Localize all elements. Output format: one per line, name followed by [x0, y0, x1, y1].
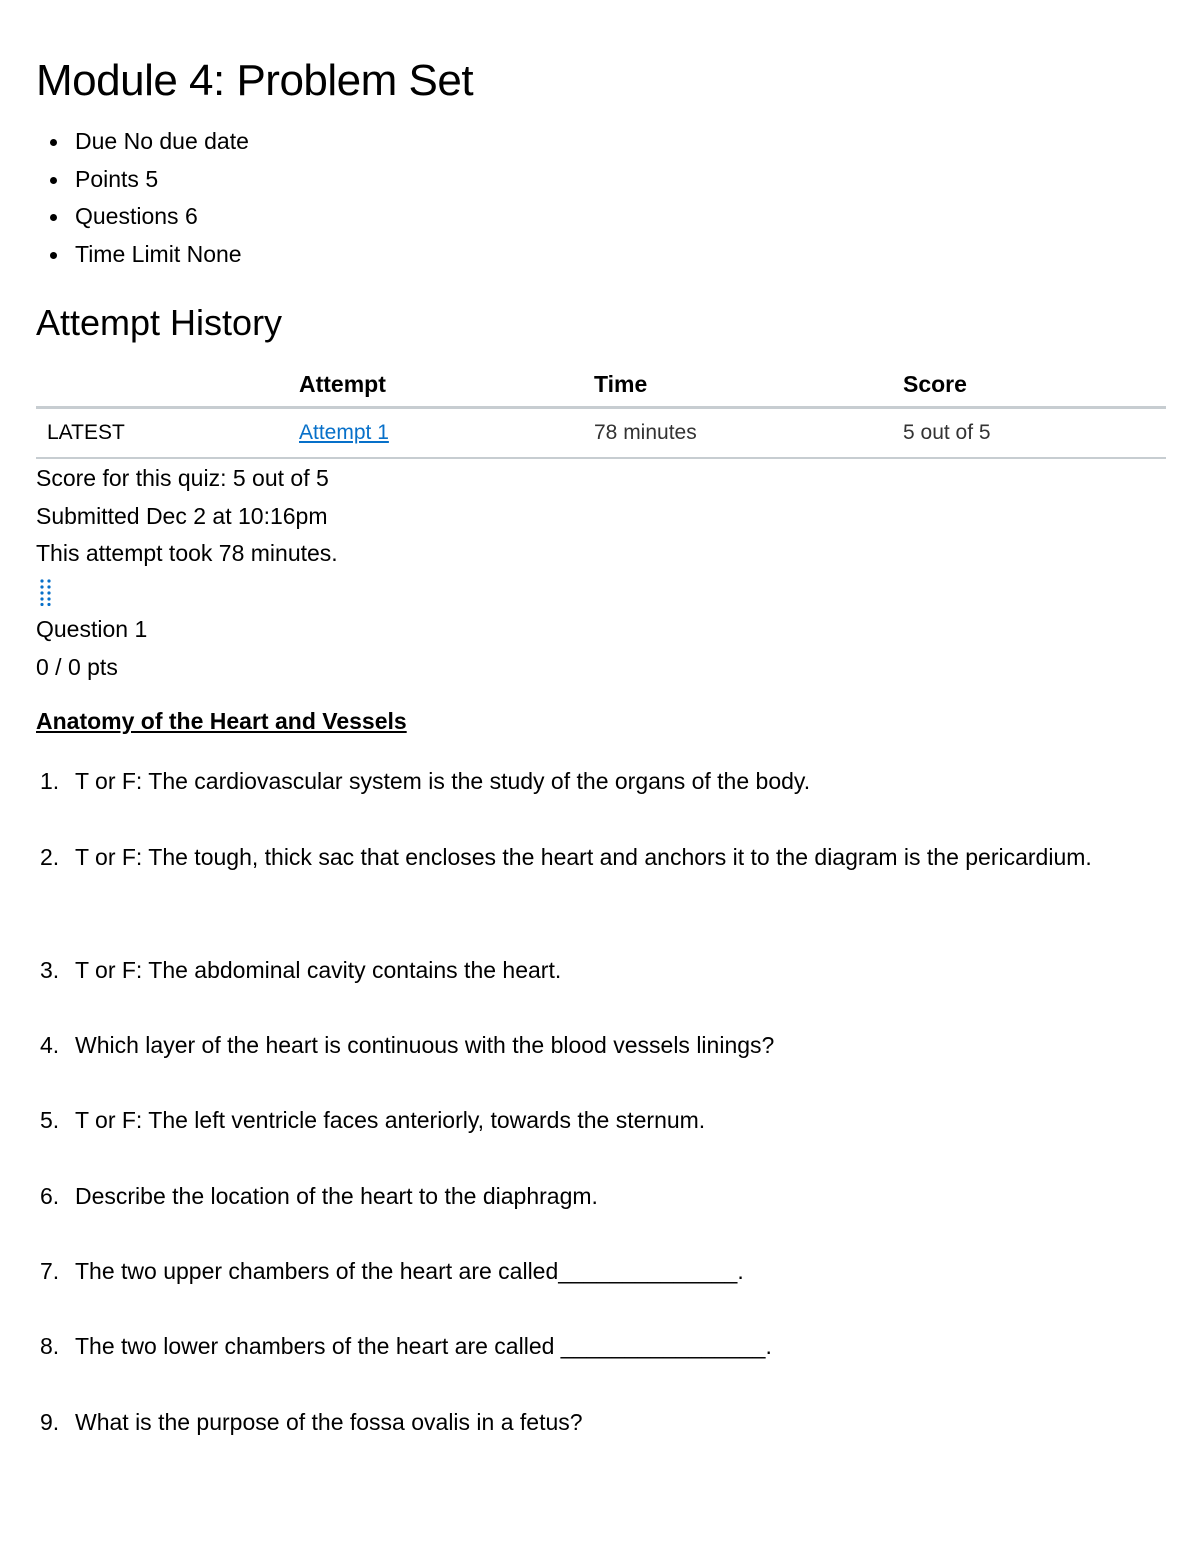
- list-item: [36, 1328, 1096, 1364]
- item-text: Which layer of the heart is continuous with the blood vessels linings?: [75, 1032, 775, 1058]
- item-number: 8.: [40, 1333, 60, 1359]
- table-header-row: [36, 362, 1166, 408]
- item-text: The two lower chambers of the heart are called ________________.: [75, 1333, 772, 1359]
- list-item: [36, 1178, 1096, 1214]
- item-number: 1.: [40, 768, 60, 794]
- attempt-cell: [299, 408, 594, 459]
- latest-label: LATEST: [36, 408, 299, 459]
- item-number: 4.: [40, 1032, 60, 1058]
- column-header-time: Time: [594, 362, 903, 408]
- question-label: Question 1: [36, 616, 148, 642]
- list-item: [36, 839, 1096, 875]
- score-cell: 5 out of 5: [903, 408, 1166, 459]
- meta-questions: Questions 6: [36, 198, 249, 236]
- section-title: Anatomy of the Heart and Vessels: [36, 708, 407, 734]
- column-header-attempt: Attempt: [299, 362, 594, 408]
- item-text: T or F: The cardiovascular system is the study of the organs of the body.: [75, 768, 811, 794]
- list-item: [36, 952, 1096, 988]
- item-number: 2.: [40, 844, 60, 870]
- item-number: 6.: [40, 1183, 60, 1209]
- item-text: T or F: The abdominal cavity contains the heart.: [75, 957, 562, 983]
- item-text: T or F: The tough, thick sac that encloses the heart and anchors it to the diagram is the pericardium.: [75, 844, 1092, 870]
- attempt-history-table: [36, 362, 1166, 459]
- list-item: [36, 1404, 1096, 1440]
- item-number: 3.: [40, 957, 60, 983]
- duration-text: This attempt took 78 minutes.: [36, 540, 338, 566]
- item-number: 5.: [40, 1107, 60, 1133]
- attempt-1-link[interactable]: Attempt 1: [299, 421, 389, 444]
- item-number: 9.: [40, 1409, 60, 1435]
- item-number: 7.: [40, 1258, 60, 1284]
- attempt-summary: [36, 460, 338, 573]
- attempt-history-heading: Attempt History: [36, 302, 283, 343]
- list-item: [36, 763, 1096, 799]
- submitted-text: Submitted Dec 2 at 10:16pm: [36, 502, 328, 529]
- time-cell: 78 minutes: [594, 408, 903, 459]
- question-points: 0 / 0 pts: [36, 653, 118, 680]
- page-title: Module 4: Problem Set: [36, 56, 474, 105]
- item-text: What is the purpose of the fossa ovalis in a fetus?: [75, 1409, 583, 1435]
- meta-points: Points 5: [36, 161, 249, 199]
- question-header: [36, 611, 147, 686]
- quiz-score-text: Score for this quiz: 5 out of 5: [36, 465, 329, 491]
- list-item: [36, 1102, 1096, 1138]
- item-text: T or F: The left ventricle faces anteriorly, towards the sternum.: [75, 1107, 706, 1133]
- meta-due: Due No due date: [36, 123, 249, 161]
- table-row: [36, 408, 1166, 459]
- column-header-blank: [36, 362, 299, 408]
- column-header-score: Score: [903, 362, 1166, 408]
- quiz-meta-list: [36, 123, 249, 274]
- list-item: [36, 1253, 1096, 1289]
- drag-handle-icon[interactable]: [39, 578, 53, 606]
- item-text: The two upper chambers of the heart are called______________.: [75, 1258, 744, 1284]
- item-text: Describe the location of the heart to the diaphragm.: [75, 1183, 598, 1209]
- meta-time-limit: Time Limit None: [36, 236, 249, 274]
- list-item: [36, 1027, 1096, 1063]
